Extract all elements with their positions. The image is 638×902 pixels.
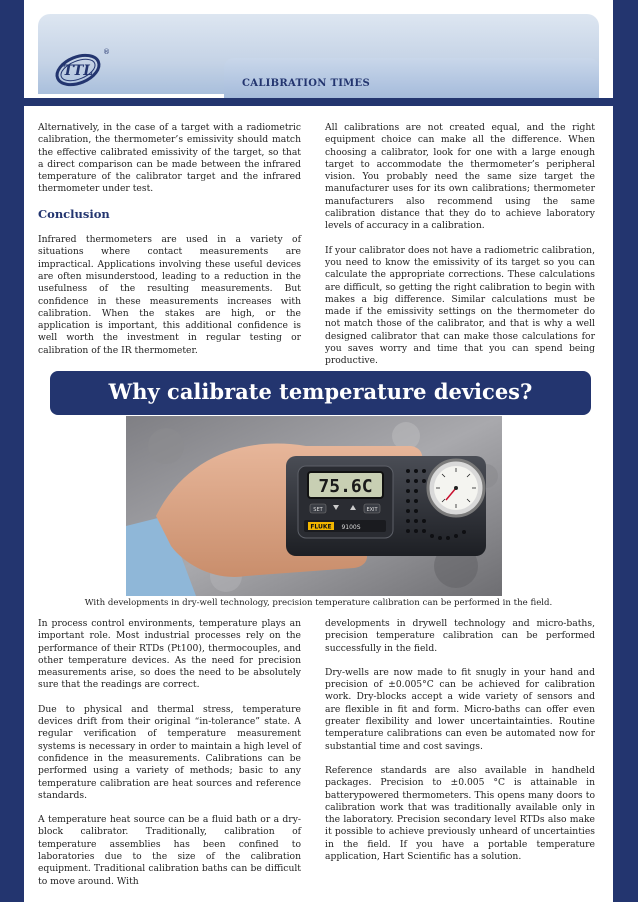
top-right-column <box>325 122 595 368</box>
paragraph: Reference standards are also available in handheld packages. Precision to ±0.005 °C is attainable in batterypowered thermometers. This opens many doors to calibration work that was traditionally available only in the laboratory. Precision secondary level RTDs also make it possible to achieve previously unheard of uncertainties in the field. If you have a portable temperature application, Hart Scientific has a solution. <box>325 764 595 863</box>
page <box>24 0 613 902</box>
paragraph: All calibrations are not created equal, and the right equipment choice can make all the difference. When choosing a calibrator, look for one with a large enough target to accommodate the thermometer’s peripheral vision. You probably need the same size target the manufacturer uses for its own calibrations; thermometer manufacturers also recommend using the same calibration distance that they do to achieve laboratory levels of accuracy in a calibration. <box>325 122 595 232</box>
paragraph: In process control environments, temperature plays an important role. Most industrial processes rely on the performance of their RTDs (Pt100), thermocouples, and other temperature devices. As the need for precision measurements arise, so does the need to be absolutely sure that the readings are correct. <box>38 618 301 691</box>
paragraph: Dry-wells are now made to fit snugly in your hand and precision of ±0.005°C can be achieved for calibration work. Dry-blocks accept a wide variety of sensors and are flexible in fit and form. Micro-baths can offer even greater flexibility and lower uncertaintainties. Routine temperature calibrations can even be automated now for substantial time and cost savings. <box>325 666 595 752</box>
photo-caption: With developments in dry-well technology, precision temperature calibration can be performed in the field. <box>84 598 553 608</box>
brand-label: FLUKE <box>310 523 332 531</box>
display-reading: 75.6C <box>318 476 373 497</box>
bottom-right-column <box>325 618 595 863</box>
ttl-logo <box>52 44 110 92</box>
exit-label: EXIT <box>366 507 378 513</box>
paragraph: Due to physical and thermal stress, temperature devices drift from their original “in-tolerance” state. A regular verification of temperature measurement systems is necessary in order to maintain a high level of confidence in the measurements. Calibrations can be performed using a variety of methods; basic to any temperature calibration are heat sources and reference standards. <box>38 703 301 801</box>
paragraph: Infrared thermometers are used in a variety of situations where contact measurements are impractical. Applications involving these useful devices are often misunderstood, leading to a reduction in the usefulness of the resulting measurements. But confidence in these measurements increases with calibration. When the stakes are high, or the application is important, this additional confidence is well worth the investment in regular testing or calibration of the IR thermometer. <box>38 234 301 356</box>
logo-text: TTL <box>62 63 94 79</box>
publication-title: CALIBRATION TIMES <box>242 78 370 89</box>
registered-mark: ® <box>103 48 110 56</box>
set-label: SET <box>313 507 323 513</box>
dry-well-calibrator-photo <box>126 416 502 596</box>
section-banner: Why calibrate temperature devices? <box>50 371 591 415</box>
conclusion-heading: Conclusion <box>38 206 110 221</box>
paragraph: A temperature heat source can be a fluid bath or a dry-block calibrator. Traditionally, calibration of temperature assemblies has been confined to laboratories due to the size of the calibration equipment. Traditional calibration baths can be difficult to move around. With <box>38 814 301 887</box>
paragraph: Alternatively, in the case of a target with a radiometric calibration, the thermometer’s emissivity should match the effective calibrated emissivity of the target, so that a direct comparison can be made between the infrared temperature of the calibrator target and the infrared thermometer under test. <box>38 122 301 195</box>
top-left-column <box>38 122 301 357</box>
model-label: 9100S <box>341 524 361 531</box>
header-rule <box>24 98 613 106</box>
bottom-left-column <box>38 618 301 888</box>
paragraph: developments in drywell technology and micro-baths, precision temperature calibration can be performed successfully in the field. <box>325 618 595 654</box>
paragraph: If your calibrator does not have a radiometric calibration, you need to know the emissivity of its target so you can calculate the appropriate corrections. These calculations are difficult, so getting the right calibration to begin with makes a big difference. Similar calculations must be made if the emissivity settings on the thermometer do not match those of the calibrator, and that is why a well designed calibrator that can make those calculations for you saves worry and time that you can spend being productive. <box>325 244 595 367</box>
